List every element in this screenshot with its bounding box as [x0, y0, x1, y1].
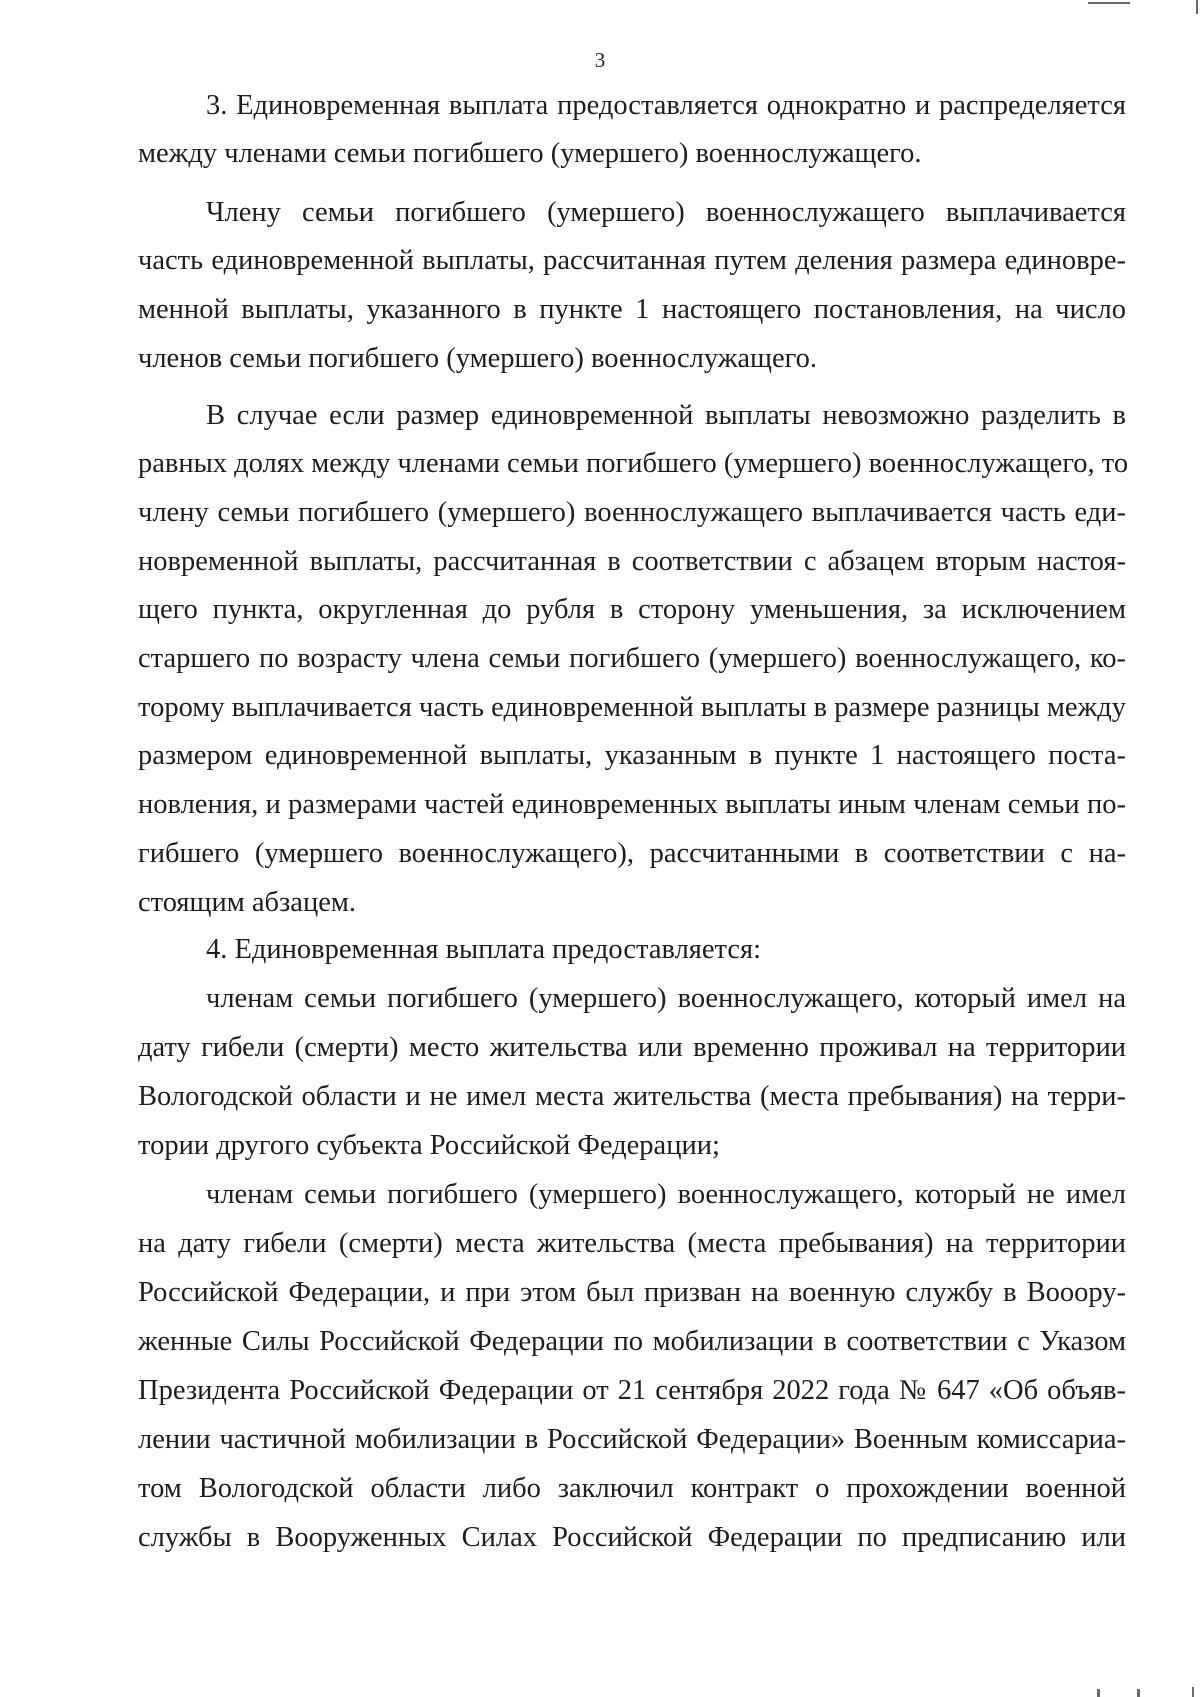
- text-line: равных долях между членами семьи погибшего (умершего) военнослужащего, то: [138, 448, 1129, 479]
- text-line: женные Силы Российской Федерации по мобилизации в соответствии с Указом: [138, 1326, 1126, 1357]
- text-line: новления, и размерами частей единовременных выплаты иным членам семьи по-: [138, 789, 1126, 820]
- text-line: лении частичной мобилизации в Российской Федерации» Военным комиссариа-: [138, 1424, 1126, 1455]
- text-line: Вологодской области и не имел места жительства (места пребывания) на терри-: [138, 1081, 1126, 1112]
- text-line: том Вологодской области либо заключил контракт о прохождении военной: [138, 1473, 1126, 1504]
- text-line: часть единовременной выплаты, рассчитанная путем деления размера единовре-: [138, 245, 1126, 276]
- text-line: размером единовременной выплаты, указанным в пункте 1 настоящего поста-: [138, 740, 1126, 771]
- text-line: между членами семьи погибшего (умершего) военнослужащего.: [138, 138, 922, 169]
- scan-edge-mark: [1088, 2, 1130, 4]
- text-line: на дату гибели (смерти) места жительства (места пребывания) на территории: [138, 1228, 1126, 1259]
- text-line: Президента Российской Федерации от 21 сентября 2022 года № 647 «Об объяв-: [138, 1375, 1126, 1406]
- text-line: старшего по возрасту члена семьи погибшего (умершего) военнослужащего, ко-: [138, 643, 1126, 674]
- text-line: службы в Вооруженных Силах Российской Федерации по предписанию или: [138, 1522, 1126, 1553]
- page-number: 3: [594, 48, 606, 72]
- text-line: члену семьи погибшего (умершего) военнослужащего выплачивается часть еди-: [138, 497, 1126, 528]
- text-line: дату гибели (смерти) место жительства или временно проживал на территории: [138, 1032, 1126, 1063]
- scan-edge-mark: [1196, 0, 1198, 14]
- text-line: членам семьи погибшего (умершего) военнослужащего, который имел на: [206, 983, 1126, 1014]
- text-line: членам семьи погибшего (умершего) военнослужащего, который не имел: [206, 1179, 1126, 1210]
- scan-edge-mark: [1137, 1689, 1140, 1697]
- text-line: членов семьи погибшего (умершего) военнослужащего.: [138, 343, 817, 374]
- text-line: стоящим абзацем.: [138, 887, 357, 918]
- text-line: Российской Федерации, и при этом был призван на военную службу в Вооору-: [138, 1277, 1126, 1308]
- text-line: 4. Единовременная выплата предоставляется:: [206, 934, 762, 965]
- text-line: Члену семьи погибшего (умершего) военнослужащего выплачивается: [206, 197, 1126, 228]
- text-line: гибшего (умершего военнослужащего), рассчитанными в соответствии с на-: [138, 838, 1126, 869]
- text-line: 3. Единовременная выплата предоставляется однократно и распределяется: [206, 90, 1126, 121]
- text-line: тории другого субъекта Российской Федерации;: [138, 1130, 720, 1161]
- text-line: В случае если размер единовременной выплаты невозможно разделить в: [206, 400, 1126, 431]
- text-line: новременной выплаты, рассчитанная в соответствии с абзацем вторым настоя-: [138, 546, 1126, 577]
- scan-edge-mark: [1097, 1689, 1100, 1697]
- text-line: щего пункта, округленная до рубля в сторону уменьшения, за исключением: [138, 594, 1126, 625]
- scan-edge-mark: [1192, 1687, 1194, 1697]
- text-line: торому выплачивается часть единовременной выплаты в размере разницы между: [138, 692, 1126, 723]
- text-line: менной выплаты, указанного в пункте 1 настоящего постановления, на число: [138, 294, 1126, 325]
